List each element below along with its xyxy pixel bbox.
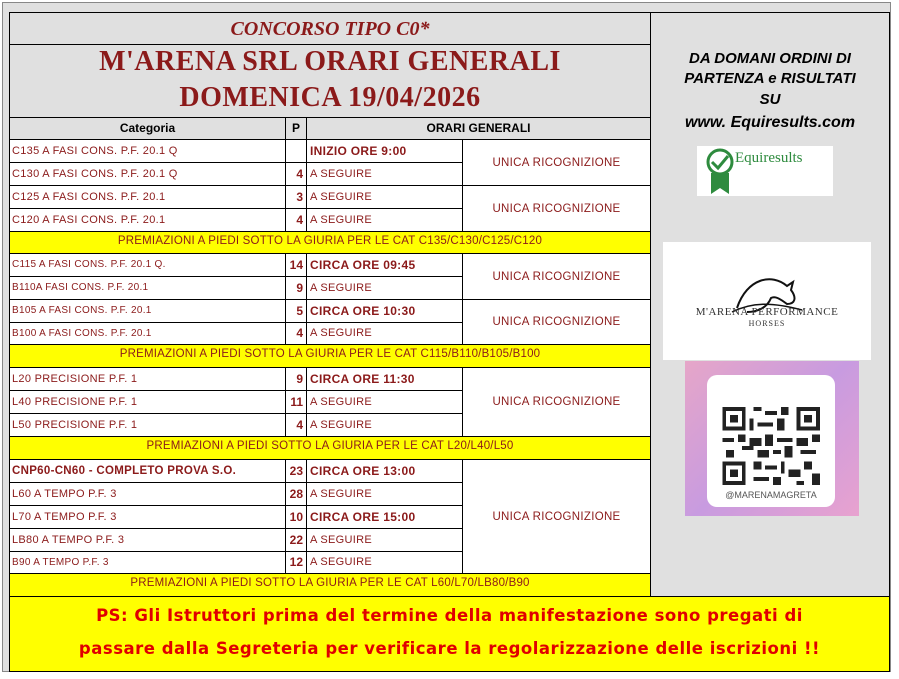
col-header-categoria: Categoria [9, 117, 286, 140]
time-cell: A SEGUIRE [306, 390, 463, 414]
participants-cell: 9 [285, 367, 307, 391]
participants-cell: 14 [285, 253, 307, 277]
participants-cell: 23 [285, 459, 307, 483]
category-cell: LB80 A TEMPO P.F. 3 [9, 528, 286, 552]
premiazioni-bar: PREMIAZIONI A PIEDI SOTTO LA GIURIA PER LE CAT L20/L40/L50 [9, 436, 651, 460]
category-cell: C135 A FASI CONS. P.F. 20.1 Q [9, 139, 286, 163]
marena-logo-text-2: HORSES [748, 319, 786, 328]
marena-performance-logo [663, 242, 871, 360]
category-cell: L40 PRECISIONE P.F. 1 [9, 390, 286, 414]
category-cell: L60 A TEMPO P.F. 3 [9, 482, 286, 506]
participants-cell: 4 [285, 322, 307, 345]
col-header-orari: ORARI GENERALI [306, 117, 651, 140]
category-cell: B90 A TEMPO P.F. 3 [9, 551, 286, 574]
instagram-qr-card [685, 361, 859, 516]
premiazioni-bar: PREMIAZIONI A PIEDI SOTTO LA GIURIA PER LE CAT L60/L70/LB80/B90 [9, 573, 651, 597]
title-line-2: DOMENICA 19/04/2026 [179, 82, 481, 113]
participants-cell: 11 [285, 390, 307, 414]
participants-cell: 22 [285, 528, 307, 552]
footer-line-2: passare dalla Segreteria per verificare la regolarizzazione delle iscrizioni !! [78, 639, 821, 658]
time-cell: CIRCA ORE 15:00 [306, 505, 463, 529]
marena-logo-text-1: M'ARENA PERFORMANCE [695, 306, 839, 318]
time-cell: A SEGUIRE [306, 413, 463, 437]
ricognizione-cell: UNICA RICOGNIZIONE [462, 139, 651, 186]
participants-cell: 5 [285, 299, 307, 323]
time-cell: INIZIO ORE 9:00 [306, 139, 463, 163]
participants-cell: 9 [285, 276, 307, 300]
ricognizione-cell: UNICA RICOGNIZIONE [462, 367, 651, 437]
time-cell: CIRCA ORE 13:00 [306, 459, 463, 483]
ricognizione-cell: UNICA RICOGNIZIONE [462, 299, 651, 345]
side-panel-top [650, 12, 890, 45]
participants-cell: 10 [285, 505, 307, 529]
time-cell: CIRCA ORE 11:30 [306, 367, 463, 391]
category-cell: L50 PRECISIONE P.F. 1 [9, 413, 286, 437]
ricognizione-cell: UNICA RICOGNIZIONE [462, 253, 651, 300]
category-cell: C115 A FASI CONS. P.F. 20.1 Q. [9, 253, 286, 277]
side-note-website[interactable]: www. Equiresults.com [684, 114, 856, 131]
participants-cell [285, 139, 307, 163]
category-cell: C125 A FASI CONS. P.F. 20.1 [9, 185, 286, 209]
participants-cell: 4 [285, 413, 307, 437]
premiazioni-bar: PREMIAZIONI A PIEDI SOTTO LA GIURIA PER LE CAT C115/B110/B105/B100 [9, 344, 651, 368]
category-cell: B100 A FASI CONS. P.F. 20.1 [9, 322, 286, 345]
equiresults-logo [697, 146, 833, 196]
category-cell: C130 A FASI CONS. P.F. 20.1 Q [9, 162, 286, 186]
time-cell: CIRCA ORE 09:45 [306, 253, 463, 277]
title-line-1: M'ARENA SRL ORARI GENERALI [99, 46, 561, 77]
time-cell: A SEGUIRE [306, 322, 463, 345]
category-cell: B110A FASI CONS. P.F. 20.1 [9, 276, 286, 300]
equiresults-logo-text: Equiresults [735, 150, 803, 166]
col-header-p: P [285, 117, 307, 140]
time-cell: A SEGUIRE [306, 276, 463, 300]
ricognizione-cell: UNICA RICOGNIZIONE [462, 459, 651, 574]
participants-cell: 4 [285, 162, 307, 186]
side-note-line-3: SU [759, 91, 781, 108]
qr-handle-text: @MARENAMAGRETA [725, 490, 817, 500]
time-cell: A SEGUIRE [306, 185, 463, 209]
time-cell: CIRCA ORE 10:30 [306, 299, 463, 323]
category-cell: B105 A FASI CONS. P.F. 20.1 [9, 299, 286, 323]
time-cell: A SEGUIRE [306, 551, 463, 574]
qr-code-icon [721, 407, 821, 485]
participants-cell: 28 [285, 482, 307, 506]
side-note-line-2: PARTENZA e RISULTATI [684, 70, 856, 87]
ricognizione-cell: UNICA RICOGNIZIONE [462, 185, 651, 232]
time-cell: A SEGUIRE [306, 528, 463, 552]
category-cell: L20 PRECISIONE P.F. 1 [9, 367, 286, 391]
participants-cell: 12 [285, 551, 307, 574]
participants-cell: 4 [285, 208, 307, 232]
contest-type: CONCORSO TIPO C0* [9, 12, 651, 45]
qr-code-panel[interactable] [707, 375, 835, 507]
category-cell: C120 A FASI CONS. P.F. 20.1 [9, 208, 286, 232]
category-cell: CNP60-CN60 - COMPLETO PROVA S.O. [9, 459, 286, 483]
time-cell: A SEGUIRE [306, 208, 463, 232]
participants-cell: 3 [285, 185, 307, 209]
footer-line-1: PS: Gli Istruttori prima del termine della manifestazione sono pregati di [96, 606, 803, 625]
time-cell: A SEGUIRE [306, 162, 463, 186]
premiazioni-bar: PREMIAZIONI A PIEDI SOTTO LA GIURIA PER LE CAT C135/C130/C125/C120 [9, 231, 651, 254]
side-note-line-1: DA DOMANI ORDINI DI [689, 50, 851, 67]
time-cell: A SEGUIRE [306, 482, 463, 506]
category-cell: L70 A TEMPO P.F. 3 [9, 505, 286, 529]
